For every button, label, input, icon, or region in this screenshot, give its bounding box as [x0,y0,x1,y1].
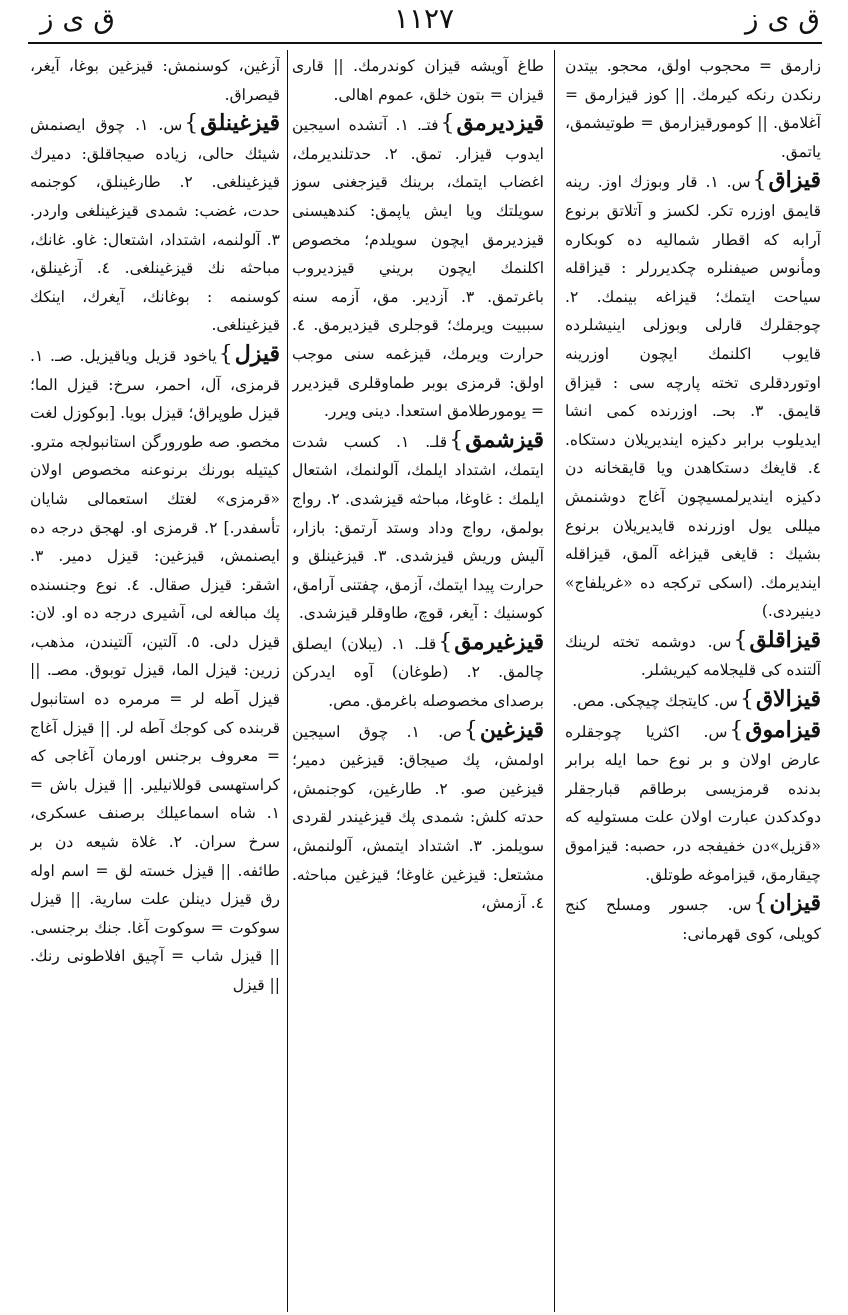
brace-icon: } [184,111,199,137]
dictionary-entry [565,716,821,890]
brace-icon: } [739,687,754,713]
page-number: ١١٢٧ [393,2,455,35]
entry-definition: قلـ. ١. كسب شدت ايتمك، اشتداد ايلمك، آلولنمك، اشتعال ايلمك : غاوغا، مباحثه قيزشدى. ٢. رواج بولمق، رواج وداد وستد آرتمق: بازار، آليش وريش قيزشدى. ٣. قيزغينلق و حرارت پيدا ايتمك، آزمق، چفتنى آرامق، كوسنيك : آيغر، قوچ، طاوقلر قيزشدى. [292,432,544,623]
entry-definition: س. ١. قار وبوزك اوز. رينه قايمق اوزره تكر. لكسز و آتلاتق برنوع آرابه كه اقطار شماليه ده كوبكاره ومأنوس صيفنلره چكديررلر : قيزاقله سياحت ايتمك؛ قيزاغه بينمك. ٢. چوجقلرك قارلى وبوزلى اينيشلرده قايوب اكلنمك ايچون اوزرينه اوتوردقلرى تخته پارچه سى : قيزاق قايمق. ٣. بحـ. اوزرنده كمى انشا ايديلوب برابر دكيزه اينديريلان دستكاه. ٤. قايغك دستكاهدن ويا قايقخانه دن دكيزه اينديرلمسيچون آغاج دوشنمش ميللى يول اوزرنده قايديريلان برنوع بشيك : قايغى قيزاغه آلمق، قيزاقله اينديرمك. (اسكى تركجه ده «غريلفاج» دينيردى.) [565,173,821,621]
entry-headword: قيزغينلق [200,110,280,137]
dictionary-entry [292,628,544,716]
dictionary-entry [292,109,544,426]
dictionary-entry [292,426,544,628]
dictionary-entry [292,716,544,918]
entry-headword: قيزل [234,340,280,367]
dictionary-entry [565,166,821,626]
header-left-letters: ق ى ز [40,2,115,35]
entry-continuation: آزغين، كوسنمش: قيزغين بوغا، آيغر، قيصراق. [30,57,280,104]
dictionary-entry [30,109,280,340]
column-right [565,52,821,1302]
brace-icon: } [440,111,455,137]
column-left [30,52,280,1302]
brace-icon: } [729,717,744,743]
entry-headword: قيزغيرمق [454,628,544,655]
column-divider-right [554,50,555,1312]
brace-icon: } [753,891,768,917]
page-header [0,0,848,42]
brace-icon: } [438,629,453,655]
entry-headword: قيزاموق [745,716,821,743]
header-right-letters: ق ى ز [745,2,820,35]
entry-headword: قيزديرمق [456,110,544,137]
column-divider-left [287,50,288,1312]
entry-headword: قيزغين [479,716,544,743]
dictionary-entry [565,685,821,716]
dictionary-entry [30,340,280,1000]
entry-headword: قيزاقلق [749,626,821,653]
entry-definition: س. ١. چوق ايصنمش شيئك حالى، زياده صيجاقلق: دميرك قيزغينلغى. ٢. طارغينلق، كوجنمه حدت، غضب: شمدى قيزغينلغى واردر. ٣. آلولنمه، اشتداد، اشتعال: غاو. غانك، مباحثه نك قيزغينلغى. ٤. آزغينلق، كوسنمه : بوغانك، آيغرك، اينكك قيزغينلغى. [30,116,280,335]
entry-continuation: زارمق = محجوب اولق، محجو. بيتدن رنكدن رنكه كيرمك. || كوز قيزارمق = آغلامق. || كومورقيزارمق = طوتيشمق، ياتمق. [565,57,821,161]
brace-icon: } [463,717,478,743]
entry-headword: قيزالاق [755,686,821,713]
brace-icon: } [752,168,767,194]
brace-icon: } [449,427,464,453]
dictionary-entry [565,889,821,948]
entry-definition: س. اكثريا چوجقلره عارض اولان و بر نوع حما ايله برابر بدنده قرمزيسى برطاقم قبارجقلر دوكدكدن عبارت اولان علت مستوليه كه «قزيل»دن خفيفجه در، حصبه: قيزاموق چيقارمق، قيزاموغه طوتلق. [565,722,821,884]
entry-headword: قيزشمق [465,426,544,453]
entry-continuation: طاغ آويشه قيزان كوندرمك. || قارى قيزان = بتون خلق، عموم اهالى. [292,57,544,104]
column-middle [292,52,544,1302]
entry-definition: قلـ. ١. (يبلان) ايصلق چالمق. ٢. (طوغان) آوه ايدركن برصداى مخصوصله باغرمق. مص. [292,634,544,711]
dictionary-entry [565,626,821,685]
header-rule [28,42,822,44]
brace-icon: } [733,627,748,653]
entry-definition: فتـ. ١. آتشده اسيجين ايدوب قيزار. تمق. ٢. حدتلنديرمك، اغضاب ايتمك، برينك قيزجغنى سوز سويلتك ويا ايش ياپمق: كندهيسنى قيزديرمق ايچون سويلدم؛ مخصوص اكلنمك ايچون بريني قيزديروب باغرتمق. ٣. آزدير. مق، آزمه سنه سببيت ويرمك؛ قوجلرى قيزديرمق. ٤. حرارت ويرمك، قيزغمه سنى موجب اولق: قرمزى بوبر طماوقلرى قيزديرر = يومورطلامق استعدا. دينى ويرر. [292,116,544,421]
entry-headword: قيزاق [768,167,821,194]
entry-definition: س. جسور ومسلح كنج كويلى، كوى قهرمانى: [565,896,821,943]
entry-definition: س. دوشمه تخته لرينك آلتنده كى قليجلامه كيريشلر. [565,632,821,680]
entry-headword: قيزان [769,890,821,917]
brace-icon: } [218,341,233,367]
entry-definition: س. كايتجك چيچكى. مص. [572,692,738,711]
entry-definition: ص. ١. چوق اسيجين اولمش، پك صيجاق: قيزغين دمير؛ قيزغين صو. ٢. طارغين، كوجنمش، حدته كلش: شمدى پك قيزغيندر لقردى سويلمز. ٣. اشتداد ايتمش، آلولنمش، مشتعل: قيزغين غاوغا؛ قيزغين مباحثه. ٤. آزمش، [292,722,544,913]
entry-definition: ياخود قزيل وياقيزيل. صـ. ١. قرمزى، آل، احمر، سرخ: قيزل الما؛ قيزل طوپراق؛ قيزل بويا. [بوكوزل لغت مخصو. صه طورورگن استانبولجه مترو. كيتيله بورنك برنوعنه مخصوص اولان «قرمزى» لغتك استعمالى شايان تأسفدر.] ٢. قرمزى او. لهجق درجه ده ايصنمش، قيزغين: قيزل دمير. ٣. اشقر: قيزل صقال. ٤. نوع وجنسنده پك مبالغه لى، آشيرى درجه ده او. لان: قيزل دلى. ٥. آلتين، آلتيندن، مذهب، زرين: قيزل الما، قيزل توبوق. مصـ. || قيزل آطه لر = مرمره ده استانبول قربنده كى كوجك آطه لر. || قيزل آغاج = معروف برجنس اورمان آغاجى كه كراستهسى قوللانيلير. || قيزل باش = ١. شاه اسماعيلك برصنف عسكرى، سرخ سران. ٢. غلاة شيعه دن بر طائفه. || قيزل خسته لق = اسم اوله رق قيزل دينلن علت سارية. || قيزل سوكوت = سوكوت آغا. جنك برجنسى. || قيزل شاب = آچيق افلاطونى رنك. || قيزل [30,346,280,994]
